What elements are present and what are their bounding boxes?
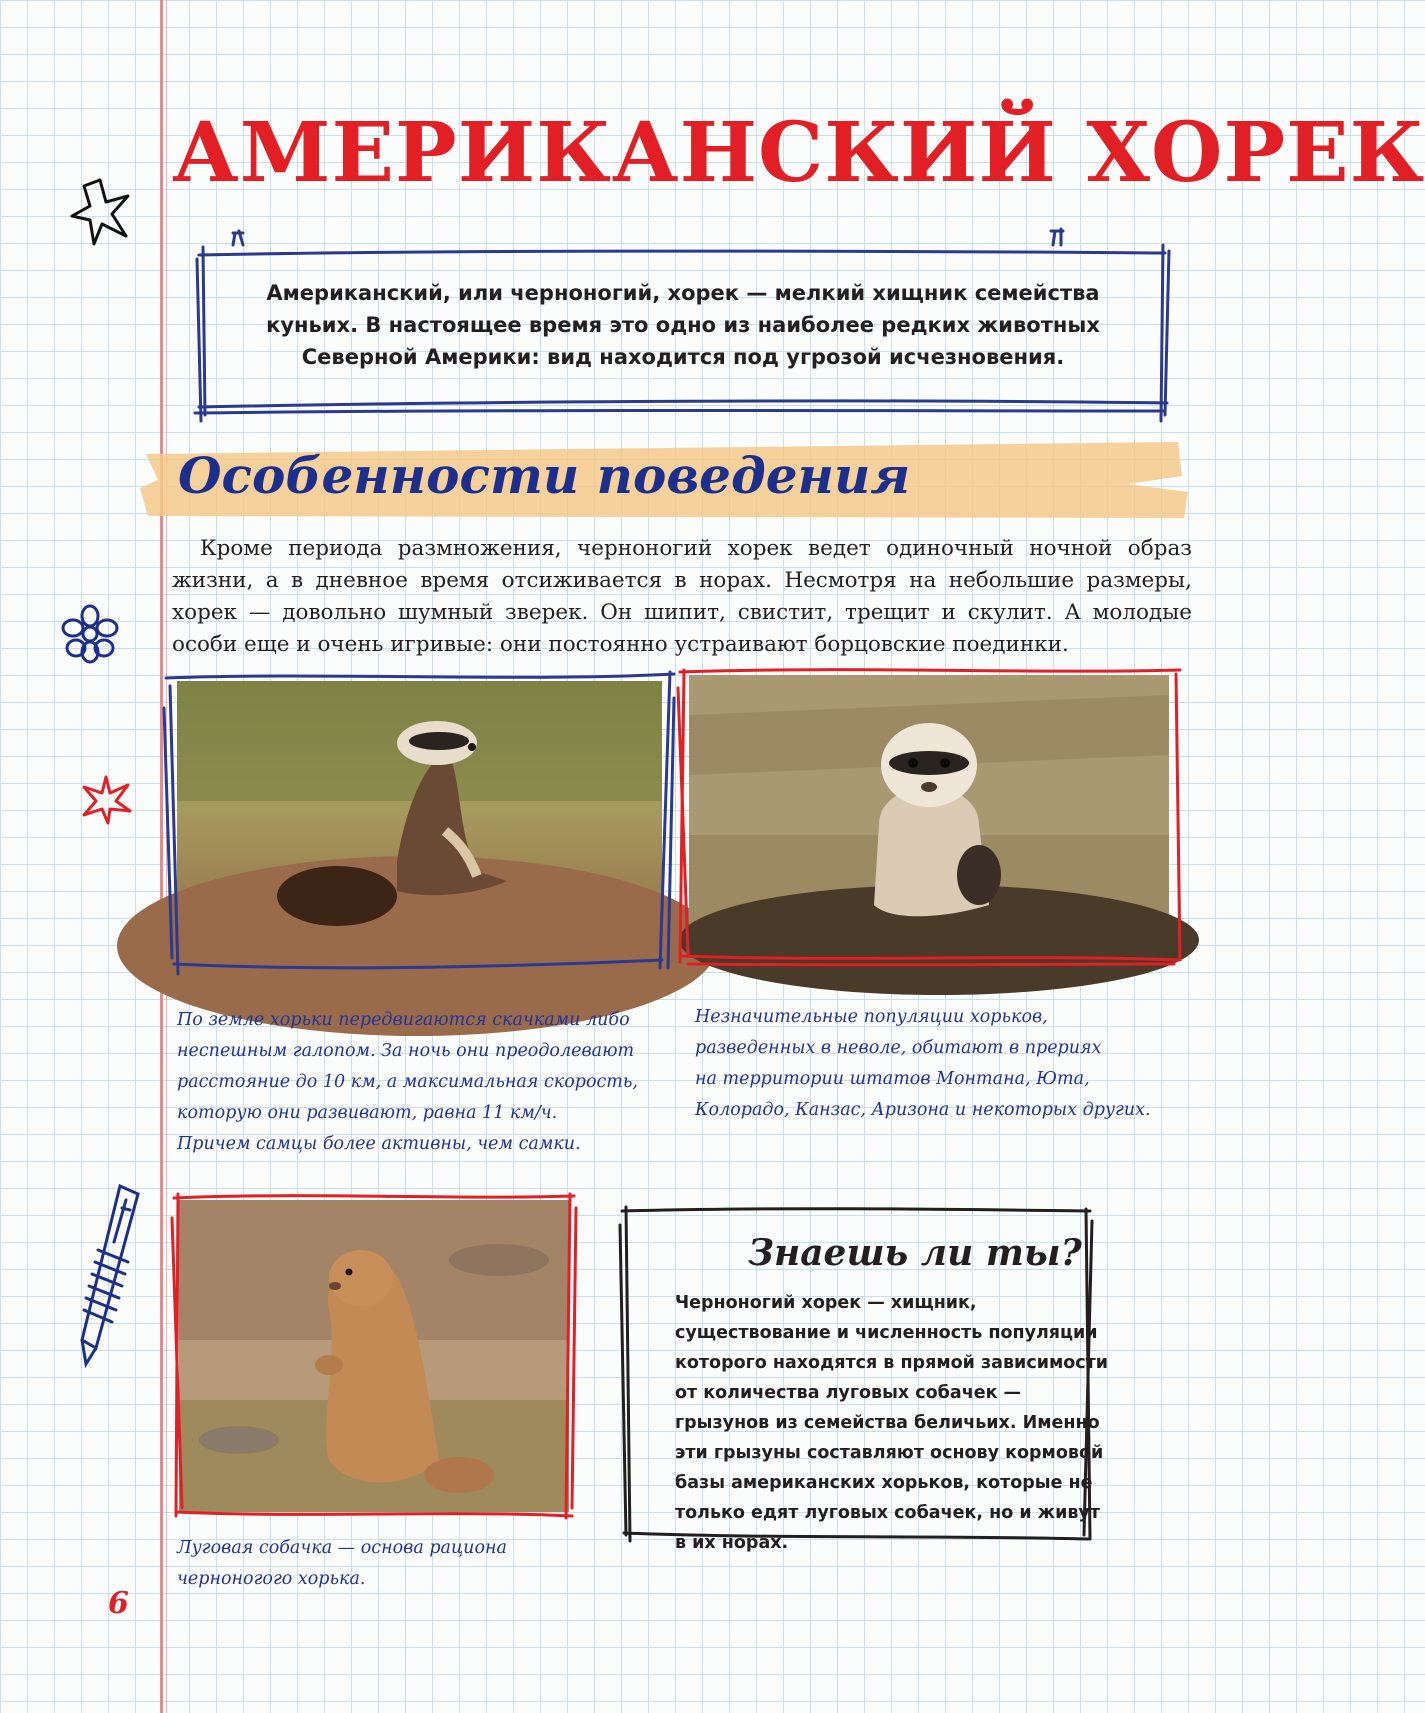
- caption-line: расстояние до 10 км, а максимальная скорость,: [177, 1072, 638, 1092]
- page-title: АМЕРИКАНСКИЙ ХОРЕК: [172, 105, 1425, 201]
- caption-line: Причем самцы более активны, чем самки.: [177, 1134, 581, 1154]
- section-title: Особенности поведения: [178, 446, 911, 505]
- fact-box-title: Знаешь ли ты?: [748, 1232, 1082, 1274]
- flower-doodle-icon: [60, 604, 120, 664]
- intro-text: Американский, или черноногий, хорек — мелкий хищник семейства куньих. В настоящее время это одно из наиболее редких животных Северной Америки: вид находится под угрозой исчезновения.: [266, 281, 1100, 369]
- caption-line: неспешным галопом. За ночь они преодолевают: [177, 1041, 635, 1061]
- ferret-portrait-photo: [689, 675, 1169, 955]
- caption-line: По земле хорьки передвигаются скачками либо: [177, 1010, 630, 1030]
- caption-line: Незначительные популяции хорьков,: [695, 1007, 1048, 1027]
- red-star-doodle-icon: [80, 775, 132, 825]
- caption-line: Луговая собачка — основа рациона: [177, 1538, 507, 1558]
- pen-doodle-icon: [68, 1180, 148, 1370]
- notebook-margin-line: [160, 0, 163, 1713]
- fact-box-text: Черноногий хорек — хищник, существование и численность популяции которого находятся в прямой зависимости от количества луговых собачек — грызунов из семейства беличьих. Именно эти грызуны составляют основу кормовой базы американских хорьков, которые не только едят луговых собачек, но и живут в их норах.: [675, 1293, 1109, 1553]
- section-body: Кроме периода размножения, черноногий хорек ведет одиночный ночной образ жизни, а в дневное время отсиживается в норах. Несмотря на небольшие размеры, хорек — довольно шумный зверек. Он шипит, свистит, трещит и скулит. А молодые особи еще и очень игривые: они постоянно устраивают борцовские поединки.: [172, 536, 1192, 657]
- photo1-caption: [177, 1005, 638, 1160]
- photo3-caption: [177, 1533, 507, 1595]
- caption-line: на территории штатов Монтана, Юта,: [695, 1069, 1090, 1089]
- photo2-caption: [695, 1002, 1151, 1126]
- ferret-burrow-photo: [177, 681, 662, 966]
- page-number: 6: [108, 1586, 129, 1621]
- caption-line: черноногого хорька.: [177, 1569, 366, 1589]
- star-doodle-icon: [68, 176, 132, 248]
- notebook-margin-line-secondary: [166, 0, 167, 1713]
- prairie-dog-photo: [179, 1200, 569, 1512]
- caption-line: которую они развивают, равна 11 км/ч.: [177, 1103, 558, 1123]
- caption-line: разведенных в неволе, обитают в прериях: [695, 1038, 1102, 1058]
- caption-line: Колорадо, Канзас, Аризона и некоторых других.: [695, 1100, 1151, 1120]
